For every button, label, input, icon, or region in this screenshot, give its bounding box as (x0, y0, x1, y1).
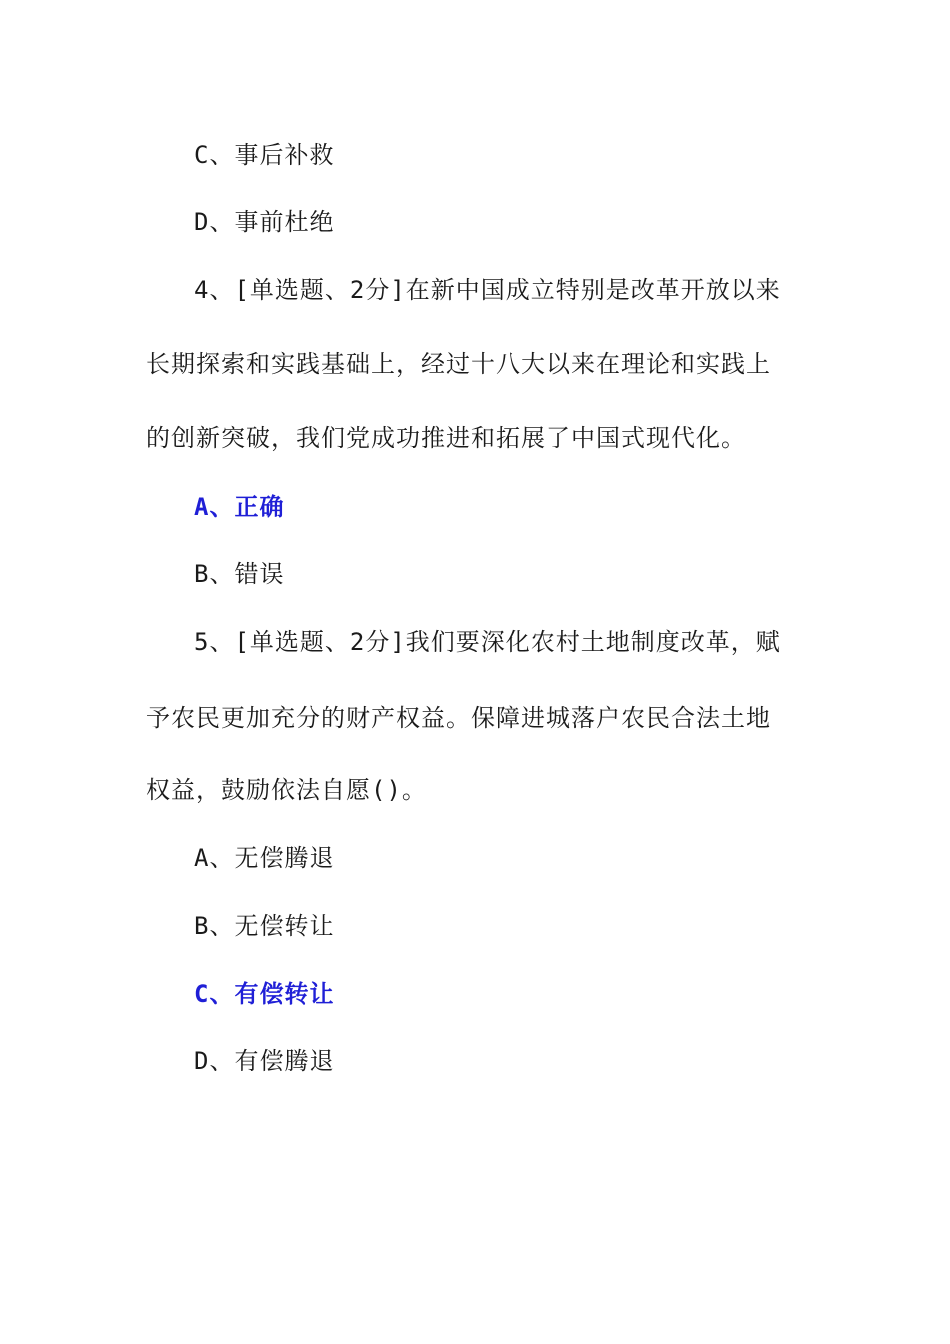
q4-question-line-2: 长期探索和实践基础上，经过十八大以来在理论和实践上 (146, 350, 771, 378)
q3-option-d: D、事前杜绝 (194, 208, 335, 236)
q5-question-line-2: 予农民更加充分的财产权益。保障进城落户农民合法土地 (146, 704, 771, 732)
q4-question-line-3: 的创新突破，我们党成功推进和拓展了中国式现代化。 (146, 424, 746, 452)
q5-option-c-correct: C、有偿转让 (194, 980, 335, 1008)
q5-question-line-1: 5、[单选题、2分]我们要深化农村土地制度改革，赋 (194, 628, 781, 656)
q3-option-c: C、事后补救 (194, 141, 335, 169)
q5-question-line-3: 权益，鼓励依法自愿()。 (146, 776, 427, 804)
q5-option-d: D、有偿腾退 (194, 1047, 335, 1075)
q5-option-a: A、无偿腾退 (194, 844, 335, 872)
q4-question-line-1: 4、[单选题、2分]在新中国成立特别是改革开放以来 (194, 276, 781, 304)
q5-option-b: B、无偿转让 (194, 912, 335, 940)
q4-option-a-correct: A、正确 (194, 493, 285, 521)
q4-option-b: B、错误 (194, 560, 285, 588)
